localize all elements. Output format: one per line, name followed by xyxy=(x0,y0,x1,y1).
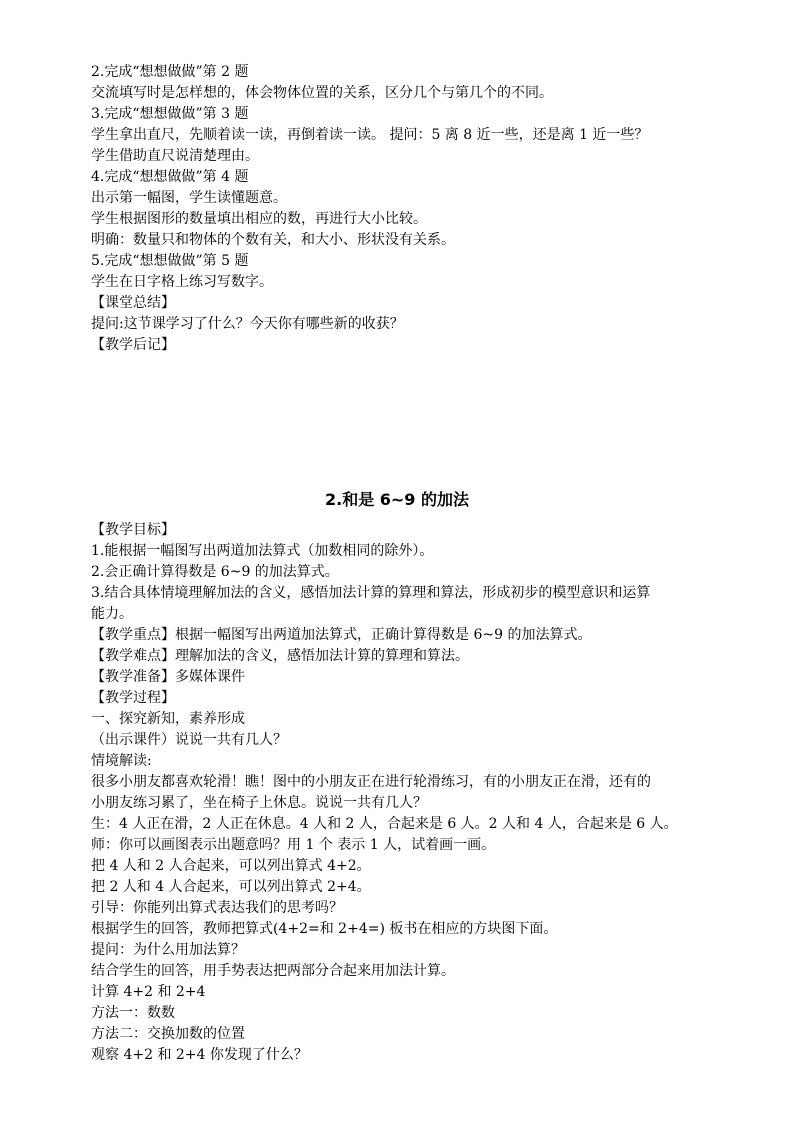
section-label: 【教学后记】 xyxy=(91,337,175,353)
text-line: 3.完成“想想做做”第 3 题 xyxy=(91,106,249,122)
text-line: 2.会正确计算得数是 6~9 的加法算式。 xyxy=(91,564,339,580)
text-line: （出示课件）说说一共有几人？ xyxy=(91,732,287,748)
text-line: 3.结合具体情境理解加法的含义，感悟加法计算的算理和算法，形成初步的模型意识和运算 xyxy=(91,585,651,601)
text-line: 能力。 xyxy=(91,606,133,622)
text-line: 学生在日字格上练习写数字。 xyxy=(91,274,273,290)
text-line: 学生根据图形的数量填出相应的数，再进行大小比较。 xyxy=(91,211,427,227)
text-line: 学生借助直尺说清楚理由。 xyxy=(91,148,259,164)
text-line: 生：4 人正在滑，2 人正在休息。4 人和 2 人，合起来是 6 人。2 人和 4 人，合起来是 6 人。 xyxy=(91,816,678,832)
text-line: 2.完成“想想做做”第 2 题 xyxy=(91,64,249,80)
text-line: 【教学重点】根据一幅图写出两道加法算式，正确计算得数是 6~9 的加法算式。 xyxy=(91,627,592,643)
text-line: 结合学生的回答，用手势表达把两部分合起来用加法计算。 xyxy=(91,963,455,979)
text-line: 一、探究新知，素养形成 xyxy=(91,711,245,727)
text-line: 5.完成“想想做做”第 5 题 xyxy=(91,253,249,269)
text-line: 提问：为什么用加法算？ xyxy=(91,942,245,958)
text-line: 把 4 人和 2 人合起来，可以列出算式 4+2。 xyxy=(91,858,371,874)
text-line: 根据学生的回答，教师把算式(4+2=和 2+4=) 板书在相应的方块图下面。 xyxy=(91,921,558,937)
text-line: 交流填写时是怎样想的，体会物体位置的关系，区分几个与第几个的不同。 xyxy=(91,85,553,101)
text-line: 明确：数量只和物体的个数有关，和大小、形状没有关系。 xyxy=(91,232,455,248)
text-line: 方法二：交换加数的位置 xyxy=(91,1026,245,1042)
text-line: 出示第一幅图，学生读懂题意。 xyxy=(91,190,287,206)
text-line: 学生拿出直尺，先顺着读一读，再倒着读一读。 提问：5 离 8 近一些，还是离 1 近一些？ xyxy=(91,127,649,143)
text-line: 计算 4+2 和 2+4 xyxy=(91,984,206,1000)
text-line: 把 2 人和 4 人合起来，可以列出算式 2+4。 xyxy=(91,879,371,895)
text-line: 师：你可以画图表示出题意吗？用 1 个 表示 1 人，试着画一画。 xyxy=(91,837,496,853)
text-line: 提问:这节课学习了什么？今天你有哪些新的收获？ xyxy=(91,316,404,332)
section-title: 2.和是 6~9 的加法 xyxy=(324,490,470,509)
section-label: 【教学过程】 xyxy=(91,690,175,706)
text-line: 【教学准备】多媒体课件 xyxy=(91,669,245,685)
text-line: 小朋友练习累了，坐在椅子上休息。说说一共有几人？ xyxy=(91,795,427,811)
text-line: 观察 4+2 和 2+4 你发现了什么？ xyxy=(91,1047,308,1063)
text-line: 情境解读: xyxy=(91,753,152,769)
text-line: 引导：你能列出算式表达我们的思考吗？ xyxy=(91,900,343,916)
text-line: 【教学难点】理解加法的含义，感悟加法计算的算理和算法。 xyxy=(91,648,469,664)
text-line: 1.能根据一幅图写出两道加法算式（加数相同的除外）。 xyxy=(91,543,434,559)
section-label: 【教学目标】 xyxy=(91,522,175,538)
text-line: 方法一：数数 xyxy=(91,1005,175,1021)
text-line: 4.完成“想想做做”第 4 题 xyxy=(91,169,249,185)
text-line: 很多小朋友都喜欢轮滑！瞧！图中的小朋友正在进行轮滑练习，有的小朋友正在滑，还有的 xyxy=(91,774,651,790)
section-label: 【课堂总结】 xyxy=(91,295,175,311)
